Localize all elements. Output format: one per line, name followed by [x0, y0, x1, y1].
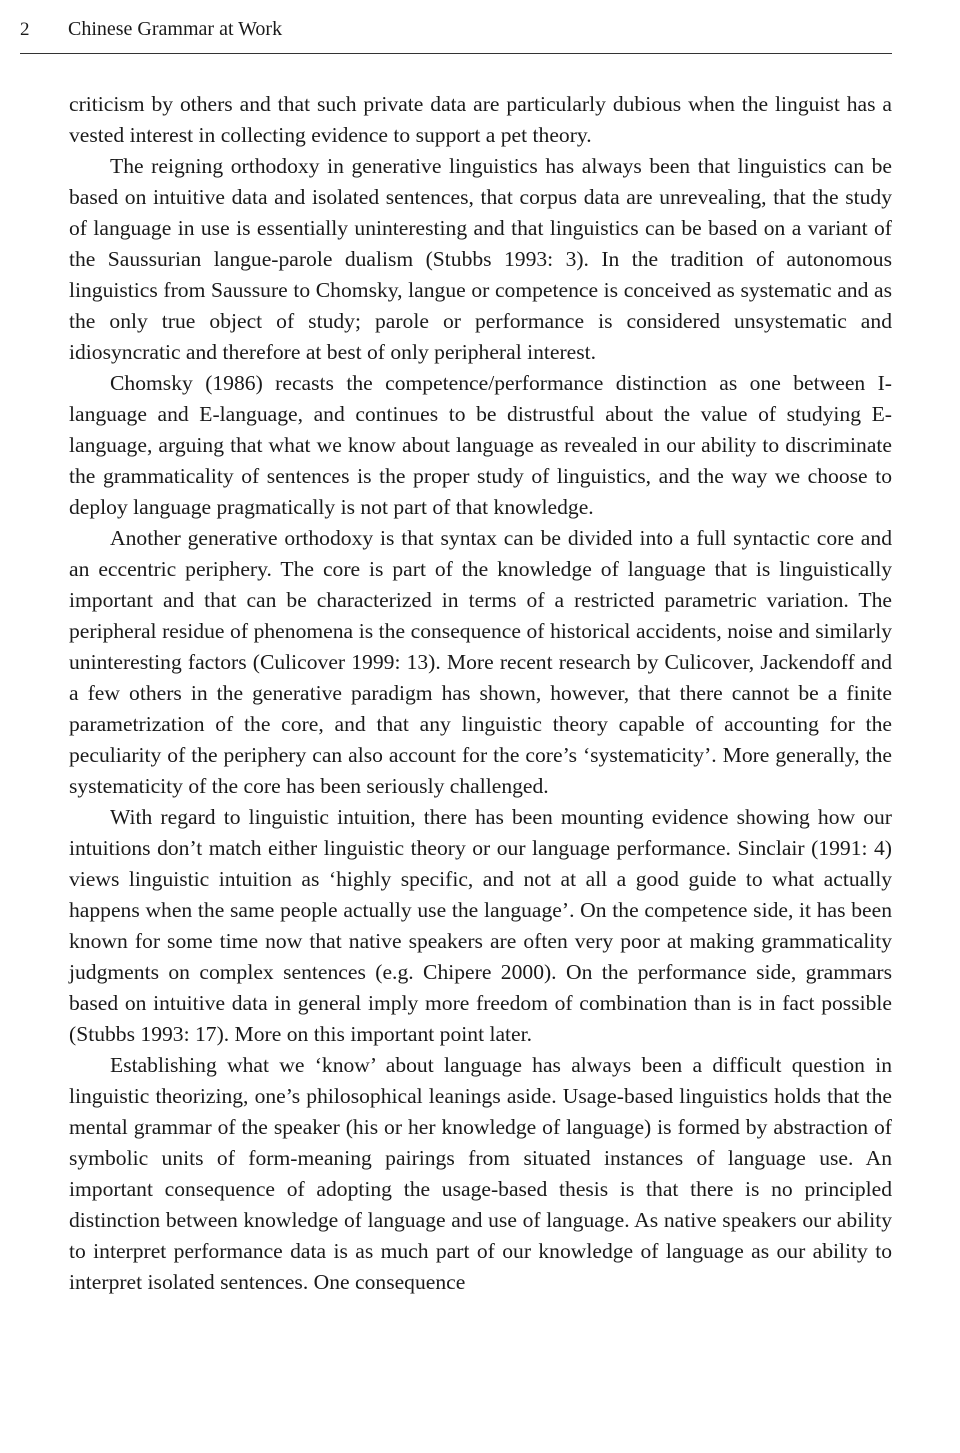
paragraph: With regard to linguistic intuition, there has been mounting evidence showing how our intuitions don’t match either linguistic theory or our language performance. Sinclair (1991: 4) views linguistic intuition as ‘highly specific, and not at all a good guide to what actually happens when the same people actually use the language’. On the competence side, it has been known for some time now that native speakers are often very poor at making grammaticality judgments on complex sentences (e.g. Chipere 2000). On the performance side, grammars based on intuitive data in general imply more freedom of combination than is in fact possible (Stubbs 1993: 17). More on this important point later. — [69, 805, 892, 1046]
paragraph: Chomsky (1986) recasts the competence/performance distinction as one between I-language and E-language, and continues to be distrustful about the value of studying E-language, arguing that what we know about language as revealed in our ability to discriminate the grammaticality of sentences is the proper study of linguistics, and the way we choose to deploy language pragmatically is not part of that knowledge. — [69, 371, 892, 519]
running-head — [20, 16, 892, 54]
paragraph: Establishing what we ‘know’ about language has always been a difficult question in linguistic theorizing, one’s philosophical leanings aside. Usage-based linguistics holds that the mental grammar of the speaker (his or her knowledge of language) is formed by abstraction of symbolic units of form-meaning pairings from situated instances of language use. An important consequence of adopting the usage-based thesis is that there is no principled distinction between knowledge of language and use of language. As native speakers our ability to interpret performance data is as much part of our knowledge of language as our ability to interpret isolated sentences. One consequence — [69, 1053, 892, 1294]
paragraph: Another generative orthodoxy is that syntax can be divided into a full syntactic core and an eccentric periphery. The core is part of the knowledge of language that is linguistically important and that can be characterized in terms of a restricted parametric variation. The peripheral residue of phenomena is the consequence of historical accidents, noise and similarly uninteresting factors (Culicover 1999: 13). More recent research by Culicover, Jackendoff and a few others in the generative paradigm has shown, however, that there cannot be a finite parametrization of the core, and that any linguistic theory capable of accounting for the peculiarity of the periphery can also account for the core’s ‘systematicity’. More generally, the systematicity of the core has been seriously challenged. — [69, 526, 892, 798]
body-text — [69, 89, 892, 1298]
page-number: 2 — [20, 19, 30, 40]
paragraph: The reigning orthodoxy in generative linguistics has always been that linguistics can be based on intuitive data and isolated sentences, that corpus data are unrevealing, that the study of language in use is essentially uninteresting and that linguistics can be based on a variant of the Saussurian langue-parole dualism (Stubbs 1993: 3). In the tradition of autonomous linguistics from Saussure to Chomsky, langue or competence is conceived as systematic and as the only true object of study; parole or performance is considered unsystematic and idiosyncratic and therefore at best of only peripheral interest. — [69, 154, 892, 364]
running-head-title: Chinese Grammar at Work — [68, 18, 283, 40]
paragraph: criticism by others and that such private data are particularly dubious when the linguist has a vested interest in collecting evidence to support a pet theory. — [69, 92, 892, 147]
